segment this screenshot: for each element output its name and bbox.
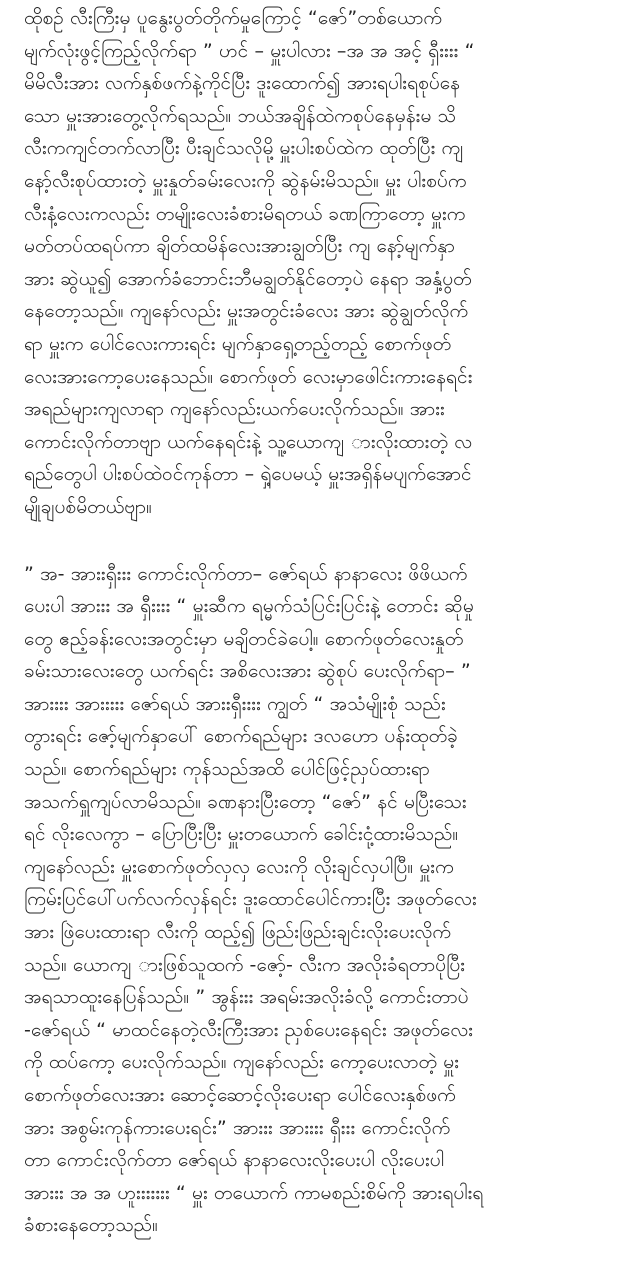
text-line: လီးကကျင်တက်လာပြီး ပီးချင်သလိုမို့ မှူးပါးစပ်ထဲက ထုတ်ပြီး ကျ (24, 137, 464, 160)
text-line: လီးနံ့လေးကလည်း တမျိုးလေးခံစားမိရတယ် ခဏကြာတော့ မှူးက (24, 202, 466, 225)
text-line: စောက်ဖုတ်လေးအား ဆောင့်ဆောင့်လိုးပေးရာ ပေါင်လေးနှစ်ဖက် (24, 1084, 456, 1106)
paragraph-2 (24, 558, 608, 1242)
text-line: ကျနော်လည်း မှူးစောက်ဖုတ်လှလှ လေးကို လိုးချင်လှပါပြီ။ မှူးက (24, 855, 454, 878)
text-line: ရင် လိုးလေကွာ – ပြောပြီးပြီး မှူးတယောက် ခေါင်းငုံ့ထားမိသည်။ (24, 823, 459, 846)
text-line: ရည်တွေပါ ပါးစပ်ထဲဝင်ကုန်တာ – ရှဲ့ပေမယ့် မှူးအရှိန်မပျက်အောင် (24, 463, 472, 486)
text-line: ထိုစဉ် လီးကြီးမှ ပူနွေးပွတ်တိုက်မှုကြောင့် “ဇော်”တစ်ယောက် (24, 7, 443, 29)
text-line: ကို ထပ်ကော့ ပေးလိုက်သည်။ ကျနော်လည်း ကော့ပေးလာတဲ့ မှူး (24, 1051, 460, 1074)
text-line: အား ဆွဲယူ၍ အောက်ခံဘောင်းဘီမချွတ်နိုင်တော့ပဲ နေရာ အနှံ့ပွတ် (24, 267, 472, 290)
text-line: သော မှူးအားတွေ့လိုက်ရသည်။ ဘယ်အချိန်ထဲကစုပ်နေမှန်းမ သိ (24, 104, 457, 127)
text-line: တွေ ဧည့်ခန်းလေးအတွင်းမှာ မချိတင်ခဲပေါ့။ စောက်ဖုတ်လေးနှုတ် (24, 627, 464, 650)
text-line: မတ်တပ်ထရပ်ကာ ချိတ်ထမိန်လေးအားချွတ်ပြီး ကျ နော့်မျက်နှာ (24, 235, 455, 258)
paragraph-gap (24, 524, 608, 558)
text-line: မျက်လုံးဖွင့်ကြည့်လိုက်ရာ ” ဟင် – မှူးပါလား –အ အ အင့် ရှီးးးး “ (24, 39, 475, 62)
text-line: -ဇော်ရယ် “ မာထင်နေတဲ့လီးကြီးအား ညှစ်ပေးနေရင်း အဖုတ်လေး (24, 1018, 474, 1041)
text-line: အရသာထူးနေပြန်သည်။ ” အွန်းးး အရမ်းအလိုးခံလို့ ကောင်းတာပဲ (24, 986, 469, 1009)
text-line: လေးအားကော့ပေးနေသည်။ စောက်ဖုတ် လေးမှာဖေါင်းကားနေရင်း (24, 365, 473, 388)
text-line: အသက်ရှူကျပ်လာမိသည်။ ခဏနားပြီးတော့ “ဇော်” နင် မပြီးသေး (24, 790, 467, 813)
text-line: ကောင်းလိုက်တာဗျာ ယက်နေရင်းနဲ့ သူ့ယောကျ ားလိုးထားတဲ့ လ (24, 430, 473, 453)
text-line: အား ဖြဲပေးထားရာ လီးကို ထည့်၍ ဖြည်းဖြည်းချင်းလိုးပေးလိုက် (24, 921, 452, 944)
text-line: ပေးပါ အားးး အ ရှီးးးး “ မှူးဆီက ရမ္မက်သံပြင်းပြင်းနဲ့ တောင်း ဆိုမှု (24, 595, 474, 618)
text-line: နေတော့သည်။ ကျနော်လည်း မှူးအတွင်းခံလေး အား ဆွဲချွတ်လိုက် (24, 300, 469, 323)
text-line: အားးးး အားးးးး ဇော်ရယ် အားးရှီးးးး ကျွတ် “ အသံမျိုးစုံ သည်း (24, 692, 446, 715)
text-line: နော့်လီးစုပ်ထားတဲ့ မှူးနှုတ်ခမ်းလေးကို ဆွဲနမ်းမိသည်။ မှူး ပါးစပ်က (24, 169, 467, 192)
text-line: မျိုချပစ်မိတယ်ဗျာ။ (24, 495, 152, 518)
text-line: သည်။ ယောကျ ားဖြစ်သူထက် -ဇော့်- လီးက အလိုးခံရတာပိုပြီး (24, 953, 466, 976)
text-line: မိမိလီးအား လက်နှစ်ဖက်နဲ့ကိုင်ပြီး ဒူးထောက်၍ အားရပါးရစုပ်နေ (24, 72, 461, 95)
text-line: အရည်များကျလာရာ ကျနော်လည်းယက်ပေးလိုက်သည်။ အားး (24, 398, 445, 421)
text-line: အားးး အ အ ဟူးးးးးးး “ မှူး တယောက် ကာမစည်းစိမ်ကို အားရပါးရ (24, 1181, 484, 1204)
text-line: ရာ မှူးက ပေါင်လေးကားရင်း မျက်နှာရှေ့တည့်တည့် စောက်ဖုတ် (24, 332, 452, 355)
text-line: ကြမ်းပြင်ပေါ်ပက်လက်လှန်ရင်း ဒူးထောင်ပေါင်ကားပြီး အဖုတ်လေး (24, 888, 477, 911)
text-line: တွားရင်း ဇော့်မျက်နှာပေါ် စောက်ရည်များ ဒလဟော ပန်းထုတ်ခဲ့ (24, 725, 458, 748)
text-line: သည်။ စောက်ရည်များ ကုန်သည်အထိ ပေါင်ဖြင့်ညှပ်ထားရာ (24, 758, 430, 781)
text-line: ” အ- အားးရှီးးး ကောင်းလိုက်တာ– ဇော်ရယ် နာနာလေး ဖိဖိယက် (24, 562, 468, 585)
text-line: ခံစားနေတော့သည်။ (24, 1214, 158, 1237)
text-line: အား အစွမ်းကုန်ကားပေးရင်း” အားးး အားးးး ရှီးးး ကောင်းလိုက် (24, 1116, 451, 1139)
text-line: တာ ကောင်းလိုက်တာ ဇော်ရယ် နာနာလေးလိုးပေးပါ လိုးပေးပါ (24, 1149, 444, 1172)
paragraph-1 (24, 2, 608, 524)
text-line: ခမ်းသားလေးတွေ ယက်ရင်း အစိလေးအား ဆွဲစုပ် ပေးလိုက်ရာ– ” (24, 660, 471, 683)
